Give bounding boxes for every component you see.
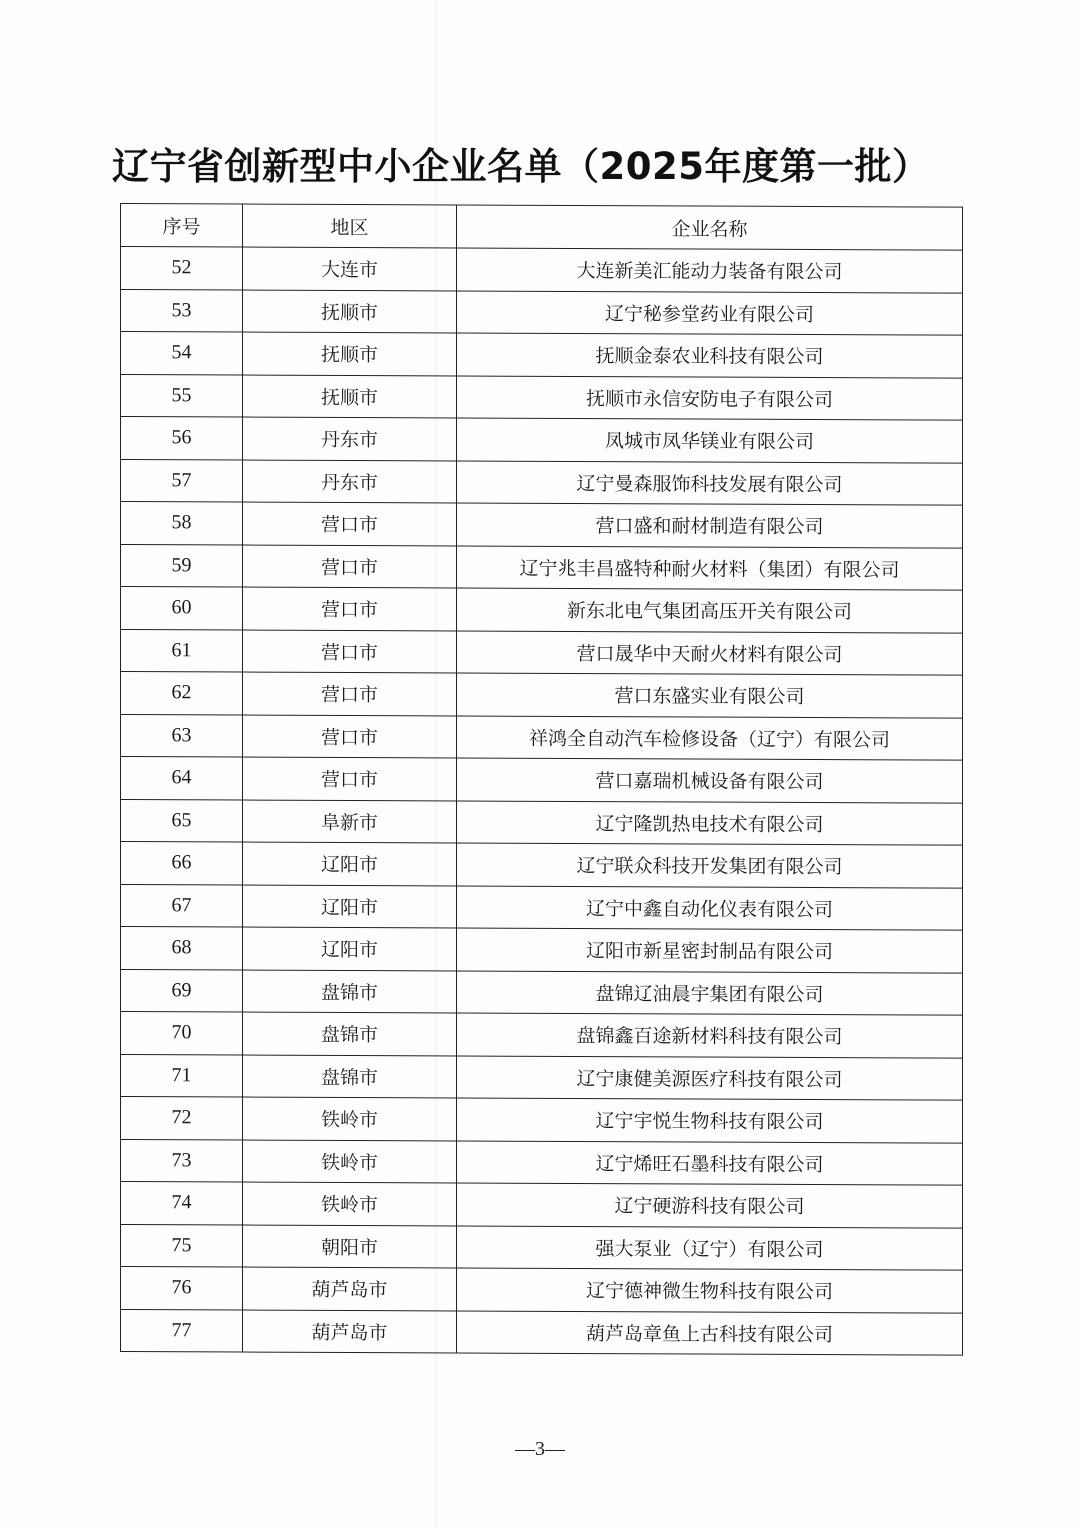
cell-region: 营口市 xyxy=(243,587,457,630)
header-region: 地区 xyxy=(243,204,457,248)
cell-serial-number: 56 xyxy=(121,417,243,460)
table-row xyxy=(121,544,963,590)
cell-serial-number: 53 xyxy=(121,289,243,332)
cell-company-name: 辽宁中鑫自动化仪表有限公司 xyxy=(457,885,963,930)
table-row xyxy=(121,459,963,505)
table-row xyxy=(121,1267,963,1313)
table-row xyxy=(121,927,963,973)
cell-region: 营口市 xyxy=(243,715,457,758)
cell-region: 营口市 xyxy=(243,630,457,673)
table-row xyxy=(121,1139,963,1185)
enterprise-table-container xyxy=(120,203,966,1356)
table-row xyxy=(121,672,963,718)
cell-serial-number: 70 xyxy=(121,1012,243,1055)
table-row xyxy=(121,799,963,845)
header-company-name: 企业名称 xyxy=(457,205,963,250)
cell-serial-number: 58 xyxy=(121,502,243,545)
cell-region: 营口市 xyxy=(243,672,457,715)
cell-company-name: 营口盛和耐材制造有限公司 xyxy=(457,503,963,548)
cell-region: 盘锦市 xyxy=(243,1012,457,1055)
cell-serial-number: 74 xyxy=(121,1182,243,1225)
cell-region: 盘锦市 xyxy=(243,1055,457,1098)
table-row xyxy=(121,374,963,420)
cell-serial-number: 57 xyxy=(121,459,243,502)
table-row xyxy=(121,1054,963,1100)
cell-region: 丹东市 xyxy=(243,460,457,503)
page-number: —3— xyxy=(515,1438,565,1460)
table-row xyxy=(121,884,963,930)
cell-company-name: 营口晟华中天耐火材料有限公司 xyxy=(457,630,963,675)
cell-company-name: 葫芦岛章鱼上古科技有限公司 xyxy=(457,1310,963,1355)
cell-region: 辽阳市 xyxy=(243,842,457,885)
cell-company-name: 辽宁联众科技开发集团有限公司 xyxy=(457,843,963,888)
cell-company-name: 凤城市凤华镁业有限公司 xyxy=(457,418,963,463)
cell-region: 营口市 xyxy=(243,545,457,588)
table-body xyxy=(121,247,963,1356)
table-row xyxy=(121,289,963,335)
cell-region: 铁岭市 xyxy=(243,1097,457,1140)
table-row xyxy=(121,332,963,378)
cell-company-name: 辽宁秘参堂药业有限公司 xyxy=(457,290,963,335)
table-row xyxy=(121,417,963,463)
table-row xyxy=(121,969,963,1015)
cell-serial-number: 67 xyxy=(121,884,243,927)
cell-region: 葫芦岛市 xyxy=(243,1267,457,1310)
cell-serial-number: 52 xyxy=(121,247,243,290)
cell-company-name: 祥鸿全自动汽车检修设备（辽宁）有限公司 xyxy=(457,715,963,760)
cell-region: 营口市 xyxy=(243,502,457,545)
cell-serial-number: 71 xyxy=(121,1054,243,1097)
header-serial-number: 序号 xyxy=(121,204,243,248)
cell-serial-number: 59 xyxy=(121,544,243,587)
cell-serial-number: 76 xyxy=(121,1267,243,1310)
cell-serial-number: 55 xyxy=(121,374,243,417)
cell-region: 葫芦岛市 xyxy=(243,1310,457,1353)
cell-region: 辽阳市 xyxy=(243,927,457,970)
cell-company-name: 营口东盛实业有限公司 xyxy=(457,673,963,718)
cell-company-name: 辽宁隆凯热电技术有限公司 xyxy=(457,800,963,845)
cell-company-name: 辽宁宇悦生物科技有限公司 xyxy=(457,1098,963,1143)
table-row xyxy=(121,1097,963,1143)
cell-region: 铁岭市 xyxy=(243,1182,457,1225)
cell-company-name: 大连新美汇能动力装备有限公司 xyxy=(457,248,963,293)
table-row xyxy=(121,757,963,803)
cell-region: 抚顺市 xyxy=(243,290,457,333)
cell-company-name: 抚顺金泰农业科技有限公司 xyxy=(457,333,963,378)
cell-serial-number: 68 xyxy=(121,927,243,970)
cell-company-name: 辽阳市新星密封制品有限公司 xyxy=(457,928,963,973)
table-row xyxy=(121,1012,963,1058)
table-row xyxy=(121,1309,963,1355)
cell-serial-number: 73 xyxy=(121,1139,243,1182)
cell-company-name: 辽宁康健美源医疗科技有限公司 xyxy=(457,1055,963,1100)
table-row xyxy=(121,842,963,888)
cell-serial-number: 54 xyxy=(121,332,243,375)
cell-serial-number: 65 xyxy=(121,799,243,842)
cell-serial-number: 64 xyxy=(121,757,243,800)
enterprise-table xyxy=(120,203,963,1356)
cell-company-name: 辽宁硬游科技有限公司 xyxy=(457,1183,963,1228)
cell-company-name: 辽宁兆丰昌盛特种耐火材料（集团）有限公司 xyxy=(457,545,963,590)
cell-region: 朝阳市 xyxy=(243,1225,457,1268)
cell-serial-number: 69 xyxy=(121,969,243,1012)
cell-region: 铁岭市 xyxy=(243,1140,457,1183)
cell-region: 盘锦市 xyxy=(243,970,457,1013)
table-row xyxy=(121,629,963,675)
table-row xyxy=(121,502,963,548)
cell-region: 抚顺市 xyxy=(243,332,457,375)
cell-region: 大连市 xyxy=(243,247,457,290)
table-row xyxy=(121,247,963,293)
table-row xyxy=(121,1182,963,1228)
cell-company-name: 强大泵业（辽宁）有限公司 xyxy=(457,1225,963,1270)
cell-serial-number: 75 xyxy=(121,1224,243,1267)
cell-company-name: 盘锦辽油晨宇集团有限公司 xyxy=(457,970,963,1015)
table-header-row xyxy=(121,204,963,251)
table-row xyxy=(121,587,963,633)
cell-serial-number: 62 xyxy=(121,672,243,715)
cell-company-name: 新东北电气集团高压开关有限公司 xyxy=(457,588,963,633)
cell-company-name: 辽宁曼森服饰科技发展有限公司 xyxy=(457,460,963,505)
cell-serial-number: 63 xyxy=(121,714,243,757)
cell-company-name: 盘锦鑫百途新材料科技有限公司 xyxy=(457,1013,963,1058)
cell-company-name: 辽宁烯旺石墨科技有限公司 xyxy=(457,1140,963,1185)
cell-region: 抚顺市 xyxy=(243,375,457,418)
cell-region: 阜新市 xyxy=(243,800,457,843)
cell-region: 辽阳市 xyxy=(243,885,457,928)
cell-region: 营口市 xyxy=(243,757,457,800)
cell-serial-number: 66 xyxy=(121,842,243,885)
page-title: 辽宁省创新型中小企业名单（2025年度第一批） xyxy=(112,145,930,188)
cell-company-name: 抚顺市永信安防电子有限公司 xyxy=(457,375,963,420)
cell-serial-number: 61 xyxy=(121,629,243,672)
cell-company-name: 辽宁德神微生物科技有限公司 xyxy=(457,1268,963,1313)
table-row xyxy=(121,1224,963,1270)
cell-serial-number: 72 xyxy=(121,1097,243,1140)
cell-region: 丹东市 xyxy=(243,417,457,460)
cell-serial-number: 60 xyxy=(121,587,243,630)
cell-serial-number: 77 xyxy=(121,1309,243,1352)
cell-company-name: 营口嘉瑞机械设备有限公司 xyxy=(457,758,963,803)
table-row xyxy=(121,714,963,760)
